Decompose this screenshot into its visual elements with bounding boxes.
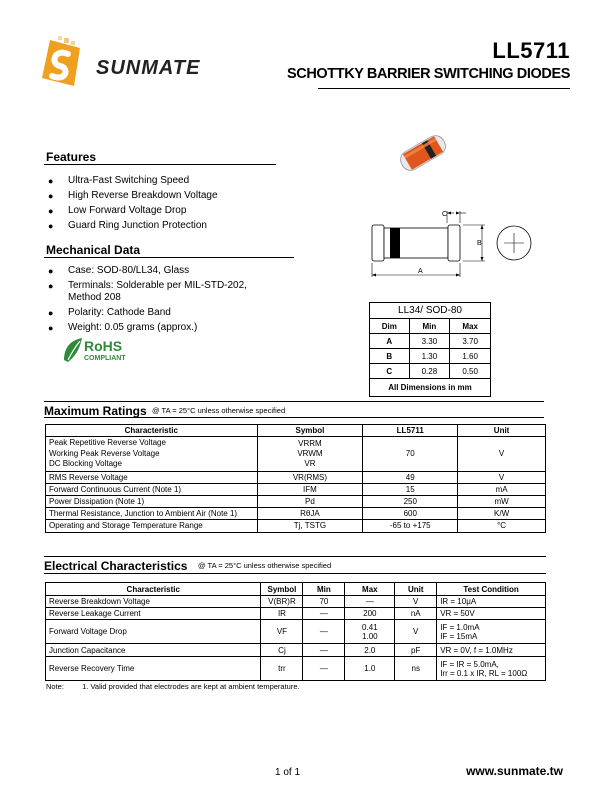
dim-label-c: C [442, 211, 448, 218]
dim-max: 3.70 [450, 334, 491, 349]
max-cell: 1.0 [345, 657, 395, 681]
value-cell: 70 [363, 437, 458, 472]
symbol-cell: VF [261, 620, 303, 644]
characteristic-cell: Power Dissipation (Note 1) [46, 495, 258, 507]
sunmate-logo [36, 36, 226, 96]
unit-cell: V [395, 620, 437, 644]
list-item: ● Case: SOD-80/LL34, Glass [48, 265, 283, 277]
characteristic-cell: Thermal Resistance, Junction to Ambient Air (Note 1) [46, 507, 258, 519]
characteristic-cell: Peak Repetitive Reverse Voltage Working Peak Reverse Voltage DC Blocking Voltage [46, 437, 258, 472]
table-row [370, 334, 491, 349]
table-row [46, 437, 546, 472]
table-row [46, 596, 546, 608]
characteristic-cell: Forward Continuous Current (Note 1) [46, 483, 258, 495]
symbol-cell: trr [261, 657, 303, 681]
dim-max: 0.50 [450, 364, 491, 379]
unit-cell: V [458, 471, 546, 483]
dimensions-caption: LL34/ SOD-80 [370, 303, 491, 319]
col-header: Characteristic [46, 583, 261, 596]
list-item: ● Terminals: Solderable per MIL-STD-202, Method 208 [48, 280, 283, 304]
elec-condition: @ TA = 25°C unless otherwise specified [198, 561, 332, 570]
symbol-cell: IR [261, 608, 303, 620]
elec-divider [44, 573, 546, 574]
symbol-cell: Tj, TSTG [257, 519, 363, 532]
condition-cell: VR = 50V [437, 608, 546, 620]
value-cell: 49 [363, 471, 458, 483]
document-subtitle: SCHOTTKY BARRIER SWITCHING DIODES [287, 66, 570, 82]
value-cell: -65 to +175 [363, 519, 458, 532]
dim-name: B [370, 349, 410, 364]
col-header: Unit [458, 425, 546, 437]
characteristic-cell: Reverse Breakdown Voltage [46, 596, 261, 608]
condition-cell: IR = 10μA [437, 596, 546, 608]
header-divider [318, 88, 570, 89]
list-item: ● Polarity: Cathode Band [48, 307, 283, 319]
page-number: 1 of 1 [275, 767, 301, 778]
max-cell: 200 [345, 608, 395, 620]
characteristic-cell: Junction Capacitance [46, 644, 261, 657]
table-row [46, 620, 546, 644]
unit-cell: nA [395, 608, 437, 620]
min-header: Min [409, 319, 450, 334]
condition-cell: IF = IR = 5.0mA, Irr = 0.1 x IR, RL = 100Ω [437, 657, 546, 681]
dim-max: 1.60 [450, 349, 491, 364]
characteristic-cell: Reverse Recovery Time [46, 657, 261, 681]
max-header: Max [450, 319, 491, 334]
table-row [370, 349, 491, 364]
unit-cell: V [395, 596, 437, 608]
max-cell: — [345, 596, 395, 608]
dim-header: Dim [370, 319, 410, 334]
table-row [46, 519, 546, 532]
max-cell: 0.41 1.00 [345, 620, 395, 644]
min-cell: 70 [303, 596, 345, 608]
note-label: Note: [46, 682, 64, 691]
list-item: ● High Reverse Breakdown Voltage [48, 190, 288, 202]
elec-table [45, 582, 546, 681]
col-header: Characteristic [46, 425, 258, 437]
dim-label-b: B [477, 240, 482, 247]
dimensions-table [369, 302, 491, 397]
elec-top-divider [44, 556, 546, 557]
features-divider [44, 164, 276, 165]
condition-cell: VR = 0V, f = 1.0MHz [437, 644, 546, 657]
unit-cell: ns [395, 657, 437, 681]
symbol-text: VRRM VRWM VR [297, 438, 323, 468]
min-cell: — [303, 657, 345, 681]
table-row [46, 644, 546, 657]
table-row [370, 364, 491, 379]
max-cell: 2.0 [345, 644, 395, 657]
mechanical-divider [44, 257, 294, 258]
condition-cell: IF = 1.0mA IF = 15mA [437, 620, 546, 644]
symbol-cell: RθJA [257, 507, 363, 519]
rohs-compliant-text: COMPLIANT [84, 355, 126, 362]
unit-cell: K/W [458, 507, 546, 519]
col-header: Symbol [257, 425, 363, 437]
table-row [46, 657, 546, 681]
symbol-cell: VR(RMS) [257, 471, 363, 483]
table-row [46, 483, 546, 495]
rohs-badge [62, 336, 142, 364]
features-list [48, 175, 288, 235]
symbol-cell: V(BR)R [261, 596, 303, 608]
list-item: ● Low Forward Voltage Drop [48, 205, 288, 217]
symbol-cell: IFM [257, 483, 363, 495]
table-row [46, 471, 546, 483]
unit-cell: pF [395, 644, 437, 657]
characteristic-cell: Forward Voltage Drop [46, 620, 261, 644]
table-row [46, 608, 546, 620]
min-cell: — [303, 644, 345, 657]
unit-cell: °C [458, 519, 546, 532]
col-header: Symbol [261, 583, 303, 596]
characteristic-cell: RMS Reverse Voltage [46, 471, 258, 483]
rohs-text: RoHS [84, 338, 123, 354]
list-item: ● Weight: 0.05 grams (approx.) [48, 322, 283, 334]
value-cell: 15 [363, 483, 458, 495]
list-item: ● Guard Ring Junction Protection [48, 220, 288, 232]
unit-cell: mW [458, 495, 546, 507]
list-item: ● Ultra-Fast Switching Speed [48, 175, 288, 187]
symbol-cell: Cj [261, 644, 303, 657]
dim-min: 1.30 [409, 349, 450, 364]
table-row [46, 495, 546, 507]
max-ratings-title: Maximum Ratings [44, 404, 147, 418]
col-header: Unit [395, 583, 437, 596]
mechanical-list [48, 265, 283, 337]
dim-min: 3.30 [409, 334, 450, 349]
dimensions-footer: All Dimensions in mm [370, 379, 491, 397]
features-title: Features [46, 150, 97, 164]
col-header: Min [303, 583, 345, 596]
col-header: LL5711 [363, 425, 458, 437]
min-cell: — [303, 608, 345, 620]
package-diagram [368, 205, 538, 285]
col-header: Test Condition [437, 583, 546, 596]
dim-name: C [370, 364, 410, 379]
diode-photo [393, 125, 453, 181]
footnote [46, 682, 300, 691]
dim-label-a: A [418, 268, 423, 275]
part-number: LL5711 [492, 38, 570, 63]
max-ratings-top-divider [44, 401, 544, 402]
symbol-cell [257, 437, 363, 472]
max-ratings-condition: @ TA = 25°C unless otherwise specified [152, 406, 286, 415]
max-ratings-table [45, 424, 546, 533]
characteristic-cell: Reverse Leakage Current [46, 608, 261, 620]
unit-cell: V [458, 437, 546, 472]
elec-title: Electrical Characteristics [44, 559, 188, 573]
value-cell: 250 [363, 495, 458, 507]
value-cell: 600 [363, 507, 458, 519]
max-ratings-divider [44, 417, 544, 418]
table-row [46, 507, 546, 519]
mechanical-title: Mechanical Data [46, 243, 141, 257]
symbol-cell: Pd [257, 495, 363, 507]
dim-name: A [370, 334, 410, 349]
unit-cell: mA [458, 483, 546, 495]
dim-min: 0.28 [409, 364, 450, 379]
note-text: 1. Valid provided that electrodes are kept at ambient temperature. [82, 682, 300, 691]
col-header: Max [345, 583, 395, 596]
brand-wordmark: SUNMATE [96, 57, 201, 79]
min-cell: — [303, 620, 345, 644]
characteristic-cell: Operating and Storage Temperature Range [46, 519, 258, 532]
website-link[interactable]: www.sunmate.tw [466, 764, 563, 778]
